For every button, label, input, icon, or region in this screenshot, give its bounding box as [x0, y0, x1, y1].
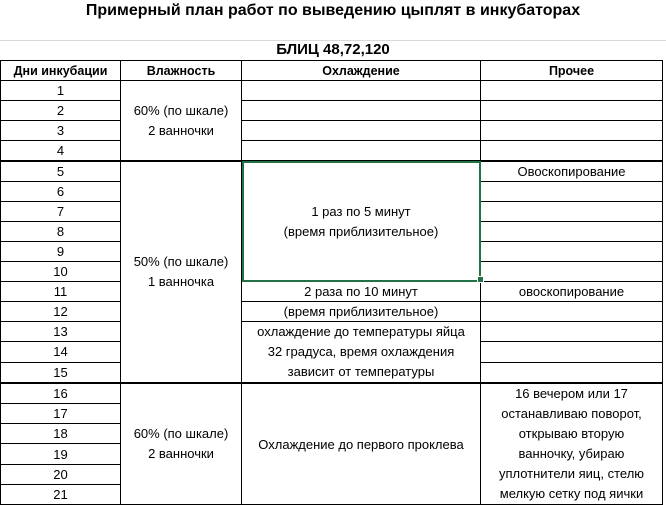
other-cell[interactable]	[481, 81, 663, 101]
other-cell[interactable]	[481, 302, 663, 322]
header-row	[1, 61, 663, 81]
day-cell[interactable]: 7	[1, 202, 121, 222]
cooling-cell-selected[interactable]	[242, 161, 481, 282]
day-cell[interactable]: 21	[1, 484, 121, 504]
table-row	[1, 141, 663, 162]
table-row	[1, 121, 663, 141]
cooling-text: охлаждение до температуры яйца	[257, 324, 465, 339]
other-cell[interactable]	[481, 202, 663, 222]
humidity-text: 1 ванночка	[147, 274, 215, 289]
other-cell[interactable]	[481, 362, 663, 383]
table-row	[1, 383, 663, 404]
day-cell[interactable]: 12	[1, 302, 121, 322]
cooling-cell[interactable]	[242, 81, 481, 101]
day-cell[interactable]: 5	[1, 161, 121, 182]
cooling-cell[interactable]: 2 раза по 10 минут	[242, 282, 481, 302]
day-cell[interactable]: 1	[1, 81, 121, 101]
other-cell[interactable]	[481, 141, 663, 162]
other-cell[interactable]	[481, 101, 663, 121]
table-row	[1, 302, 663, 322]
other-text: ванночку, убираю	[518, 446, 625, 461]
day-cell[interactable]: 17	[1, 404, 121, 424]
day-cell[interactable]: 13	[1, 322, 121, 342]
other-text: уплотнители яиц, стелю	[498, 466, 645, 481]
other-cell[interactable]	[481, 262, 663, 282]
humidity-cell[interactable]	[121, 161, 242, 383]
other-cell[interactable]: овоскопирование	[481, 282, 663, 302]
header-cooling[interactable]: Охлаждение	[242, 61, 481, 81]
title-row	[0, 0, 666, 20]
day-cell[interactable]: 18	[1, 424, 121, 444]
table-row	[1, 101, 663, 121]
day-cell[interactable]: 4	[1, 141, 121, 162]
other-cell[interactable]	[481, 121, 663, 141]
header-humidity[interactable]: Влажность	[121, 61, 242, 81]
other-cell[interactable]: Овоскопирование	[481, 161, 663, 182]
other-text: 16 вечером или 17	[515, 386, 628, 401]
cooling-cell[interactable]: Охлаждение до первого проклева	[242, 383, 481, 505]
blank-row[interactable]	[0, 20, 666, 41]
cooling-text: (время приблизительное)	[283, 223, 439, 239]
cooling-cell[interactable]: (время приблизительное)	[242, 302, 481, 322]
day-cell[interactable]: 9	[1, 242, 121, 262]
cooling-cell[interactable]	[242, 121, 481, 141]
sheet-title[interactable]: Примерный план работ по выведению цыплят в инкубаторах	[85, 2, 581, 19]
cooling-text: зависит от температуры	[287, 364, 435, 379]
day-cell[interactable]: 20	[1, 464, 121, 484]
other-cell[interactable]	[481, 342, 663, 362]
other-cell[interactable]	[481, 182, 663, 202]
humidity-text: 2 ванночки	[148, 122, 214, 138]
day-cell[interactable]: 3	[1, 121, 121, 141]
cooling-cell[interactable]	[242, 322, 481, 384]
day-cell[interactable]: 10	[1, 262, 121, 282]
day-cell[interactable]: 16	[1, 383, 121, 404]
humidity-text: 60% (по шкале)	[133, 102, 229, 118]
other-text: открываю вторую	[518, 426, 625, 441]
humidity-text: 60% (по шкале)	[133, 426, 229, 441]
day-cell[interactable]: 11	[1, 282, 121, 302]
table-row	[1, 81, 663, 101]
other-cell[interactable]	[481, 242, 663, 262]
day-cell[interactable]: 15	[1, 362, 121, 383]
day-cell[interactable]: 19	[1, 444, 121, 464]
other-cell[interactable]	[481, 383, 663, 505]
table-row	[1, 161, 663, 182]
other-cell[interactable]	[481, 322, 663, 342]
cooling-cell[interactable]	[242, 141, 481, 162]
incubation-table	[0, 60, 663, 505]
table-row	[1, 282, 663, 302]
fill-handle[interactable]	[477, 276, 484, 283]
day-cell[interactable]: 2	[1, 101, 121, 121]
other-cell[interactable]	[481, 222, 663, 242]
humidity-text: 2 ванночки	[148, 446, 214, 461]
humidity-cell[interactable]	[121, 383, 242, 505]
header-other[interactable]: Прочее	[481, 61, 663, 81]
sheet-subtitle[interactable]: БЛИЦ 48,72,120	[276, 41, 390, 58]
cooling-cell[interactable]	[242, 101, 481, 121]
humidity-text: 50% (по шкале)	[133, 254, 229, 269]
cooling-text: 32 градуса, время охлаждения	[267, 344, 455, 359]
day-cell[interactable]: 8	[1, 222, 121, 242]
day-cell[interactable]: 6	[1, 182, 121, 202]
other-text: останавливаю поворот,	[501, 406, 642, 421]
day-cell[interactable]: 14	[1, 342, 121, 362]
header-days[interactable]: Дни инкубации	[1, 61, 121, 81]
cooling-text: 1 раз по 5 минут	[311, 203, 411, 219]
table-row	[1, 322, 663, 342]
humidity-cell[interactable]	[121, 81, 242, 162]
other-text: мелкую сетку под яички	[499, 486, 644, 501]
